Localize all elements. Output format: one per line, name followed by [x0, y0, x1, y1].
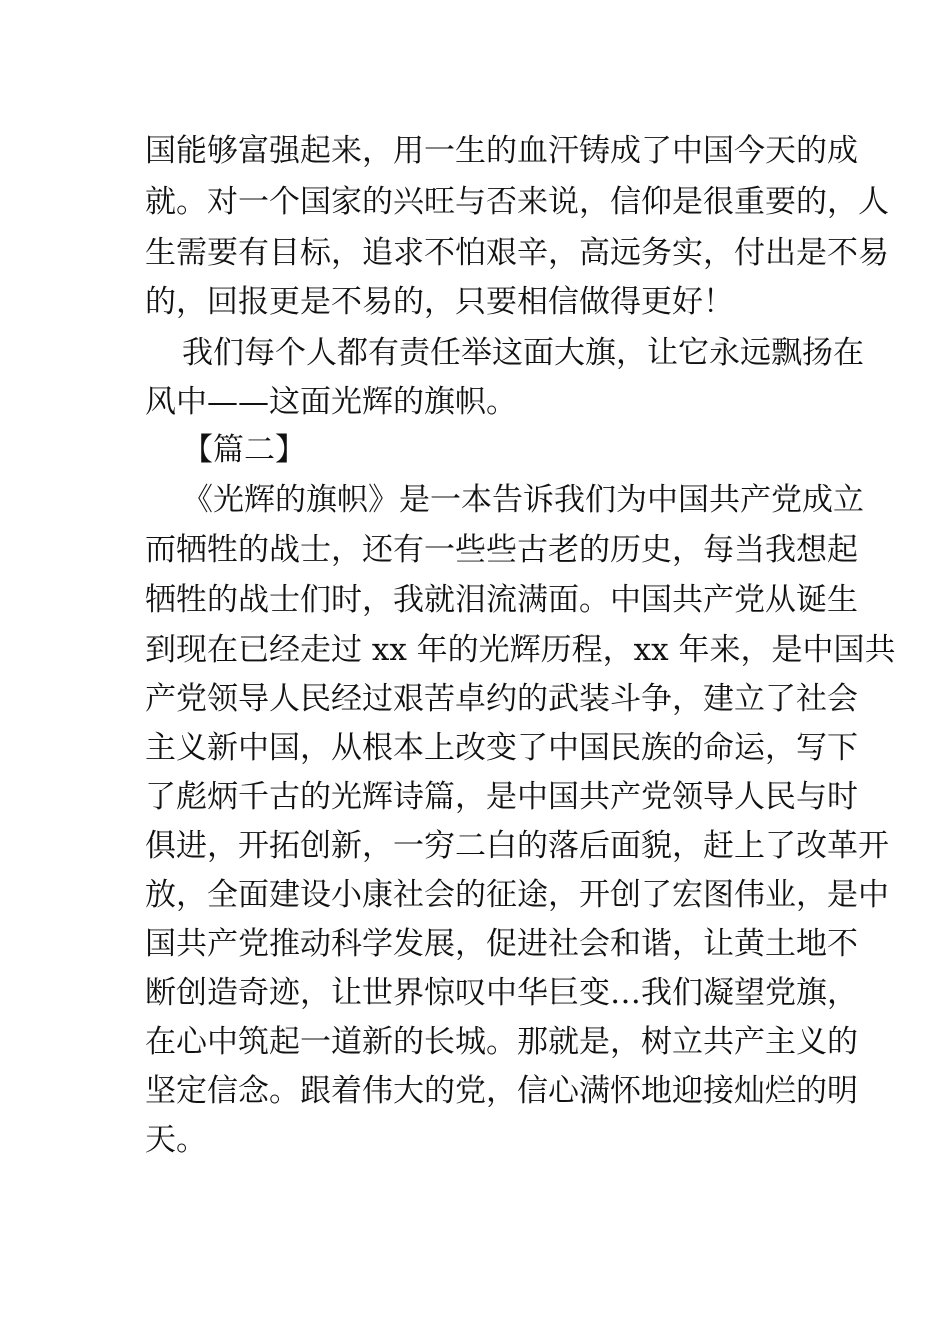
text-line: 《光辉的旗帜》是一本告诉我们为中国共产党成立 [182, 482, 864, 518]
text-line: 而牺牲的战士，还有一些些古老的历史，每当我想起 [145, 532, 858, 568]
section-heading: 【篇二】 [182, 432, 306, 468]
text-line: 了彪炳千古的光辉诗篇，是中国共产党领导人民与时 [145, 779, 858, 815]
text-line: 牺牲的战士们时，我就泪流满面。中国共产党从诞生 [145, 582, 858, 618]
text-line: 国共产党推动科学发展，促进社会和谐，让黄土地不 [145, 926, 858, 962]
text-line: 国能够富强起来，用一生的血汗铸成了中国今天的成 [145, 133, 858, 169]
text-line: 生需要有目标，追求不怕艰辛，高远务实，付出是不易 [145, 235, 889, 271]
text-line: 风中——这面光辉的旗帜。 [145, 384, 517, 420]
text-line: 的，回报更是不易的，只要相信做得更好！ [145, 284, 734, 320]
text-line: 断创造奇迹，让世界惊叹中华巨变…我们凝望党旗， [145, 975, 858, 1011]
text-line: 产党领导人民经过艰苦卓约的武装斗争，建立了社会 [145, 681, 858, 717]
text-line: 主义新中国，从根本上改变了中国民族的命运，写下 [145, 730, 858, 766]
text-line: 我们每个人都有责任举这面大旗，让它永远飘扬在 [182, 335, 864, 371]
text-line: 坚定信念。跟着伟大的党，信心满怀地迎接灿烂的明 [145, 1073, 858, 1109]
text-line: 到现在已经走过 xx 年的光辉历程，xx 年来，是中国共 [145, 632, 896, 668]
text-line: 俱进，开拓创新，一穷二白的落后面貌，赶上了改革开 [145, 828, 889, 864]
text-line: 就。对一个国家的兴旺与否来说，信仰是很重要的，人 [145, 184, 889, 220]
text-line: 放，全面建设小康社会的征途，开创了宏图伟业，是中 [145, 877, 889, 913]
text-line: 天。 [145, 1122, 207, 1158]
text-line: 在心中筑起一道新的长城。那就是，树立共产主义的 [145, 1024, 858, 1060]
